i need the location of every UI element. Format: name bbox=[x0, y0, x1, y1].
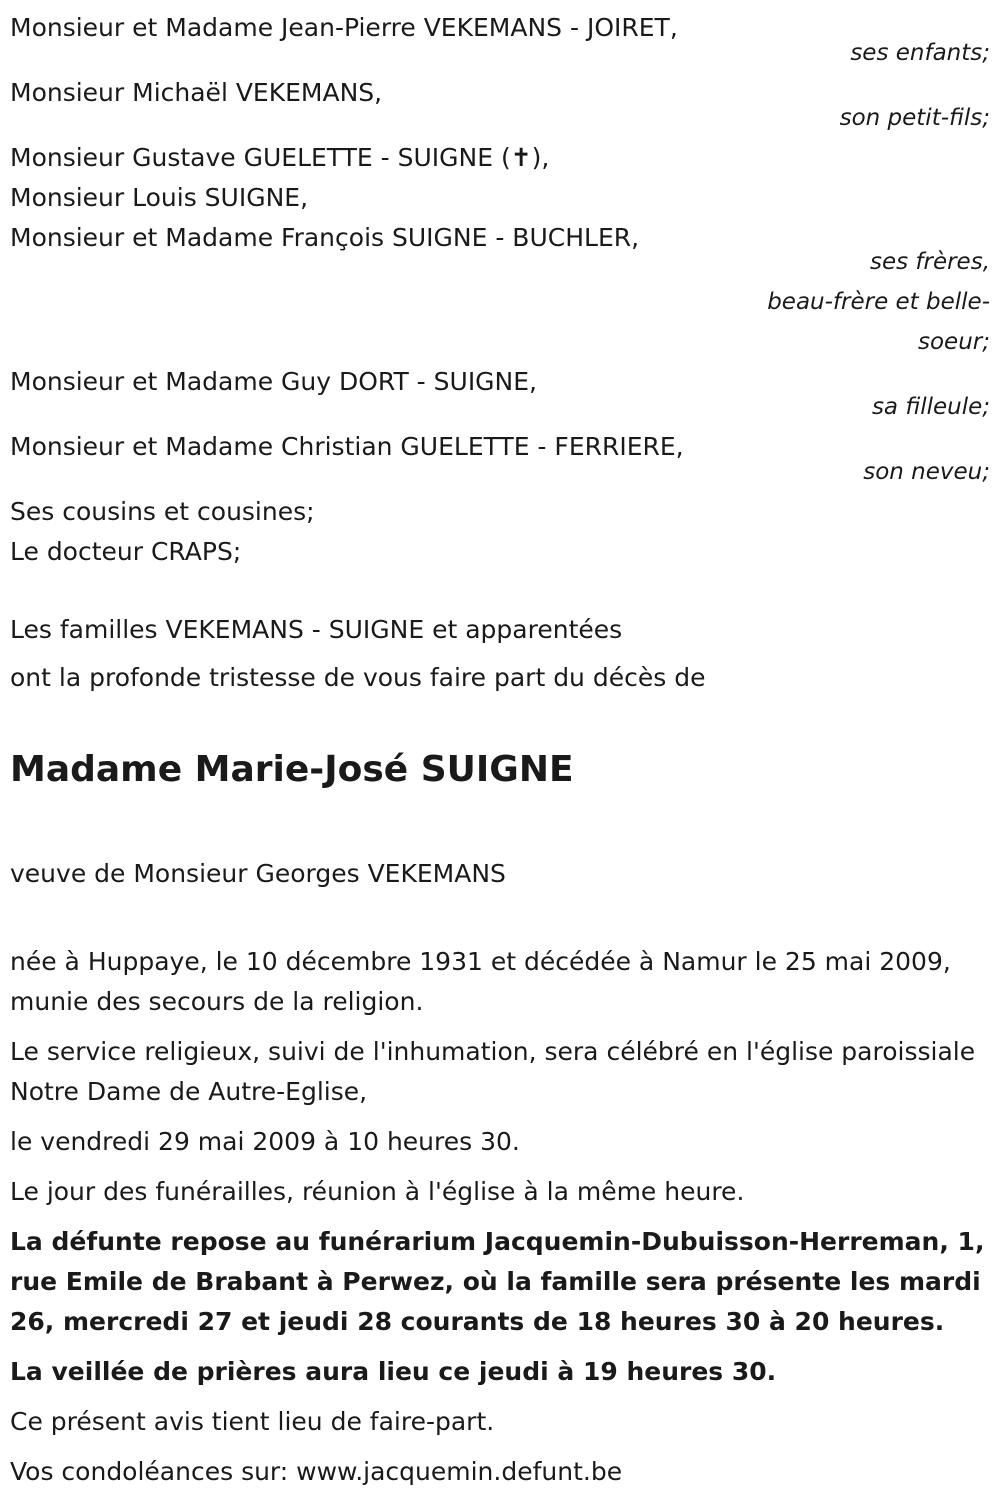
widow-of-line: veuve de Monsieur Georges VEKEMANS bbox=[10, 859, 506, 888]
families-line: Les familles VEKEMANS - SUIGNE et apparentées bbox=[10, 615, 623, 644]
service-date: le vendredi 29 mai 2009 à 10 heures 30. bbox=[10, 1127, 520, 1156]
notice-paragraph: Ce présent avis tient lieu de faire-part. bbox=[10, 1407, 495, 1436]
obituary-notice bbox=[10, 8, 990, 1492]
vigil-paragraph: La veillée de prières aura lieu ce jeudi à 19 heures 30. bbox=[10, 1357, 777, 1386]
other-relatives bbox=[10, 492, 990, 572]
family-entry-role: ses enfants; bbox=[850, 40, 990, 66]
birth-death-paragraph: née à Huppaye, le 10 décembre 1931 et décédée à Namur le 25 mai 2009, munie des secours de la religion. bbox=[10, 947, 951, 1016]
family-entry-name: Monsieur Gustave GUELETTE - SUIGNE (✝), bbox=[10, 143, 550, 172]
family-entry-nephew bbox=[10, 427, 990, 492]
gathering-paragraph: Le jour des funérailles, réunion à l'église à la même heure. bbox=[10, 1177, 745, 1206]
family-entry-name: Monsieur et Madame Jean-Pierre VEKEMANS - JOIRET, bbox=[10, 13, 678, 42]
family-entry-goddaughter bbox=[10, 362, 990, 427]
family-entry-role: son neveu; bbox=[863, 459, 990, 485]
family-entry-role bbox=[10, 242, 990, 362]
family-entry-role: sa filleule; bbox=[871, 394, 990, 420]
repose-paragraph: La défunte repose au funérarium Jacquemin-Dubuisson-Herreman, 1, rue Emile de Brabant à Perwez, où la famille sera présente les mardi 26, mercredi 27 et jeudi 28 courants de 18 heures 30 à 20 heures. bbox=[10, 1227, 985, 1336]
other-relative-line: Le docteur CRAPS; bbox=[10, 537, 242, 566]
family-entry-name: Monsieur Michaël VEKEMANS, bbox=[10, 78, 383, 107]
condolences-line: Vos condoléances sur: www.jacquemin.defunt.be bbox=[10, 1457, 623, 1486]
family-entry-siblings bbox=[10, 138, 990, 362]
announcement-line: ont la profonde tristesse de vous faire part du décès de bbox=[10, 663, 706, 692]
family-entry-name: Monsieur Louis SUIGNE, bbox=[10, 183, 309, 212]
family-entry-grandson bbox=[10, 73, 990, 138]
family-entry-role-line: ses frères, bbox=[869, 249, 990, 275]
service-paragraph: Le service religieux, suivi de l'inhumation, sera célébré en l'église paroissiale Notre Dame de Autre-Eglise, bbox=[10, 1037, 976, 1106]
family-entry-role-line: soeur; bbox=[918, 329, 990, 355]
deceased-name: Madame Marie-José SUIGNE bbox=[10, 749, 574, 790]
other-relative-line: Ses cousins et cousines; bbox=[10, 497, 315, 526]
family-entry-name: Monsieur et Madame Guy DORT - SUIGNE, bbox=[10, 367, 538, 396]
family-entry-name: Monsieur et Madame Christian GUELETTE - FERRIERE, bbox=[10, 432, 684, 461]
family-entry-role: son petit-fils; bbox=[839, 105, 990, 131]
family-entry-name: Monsieur et Madame François SUIGNE - BUCHLER, bbox=[10, 223, 640, 252]
family-entry-children bbox=[10, 8, 990, 73]
family-entry-role-line: beau-frère et belle- bbox=[767, 289, 990, 315]
